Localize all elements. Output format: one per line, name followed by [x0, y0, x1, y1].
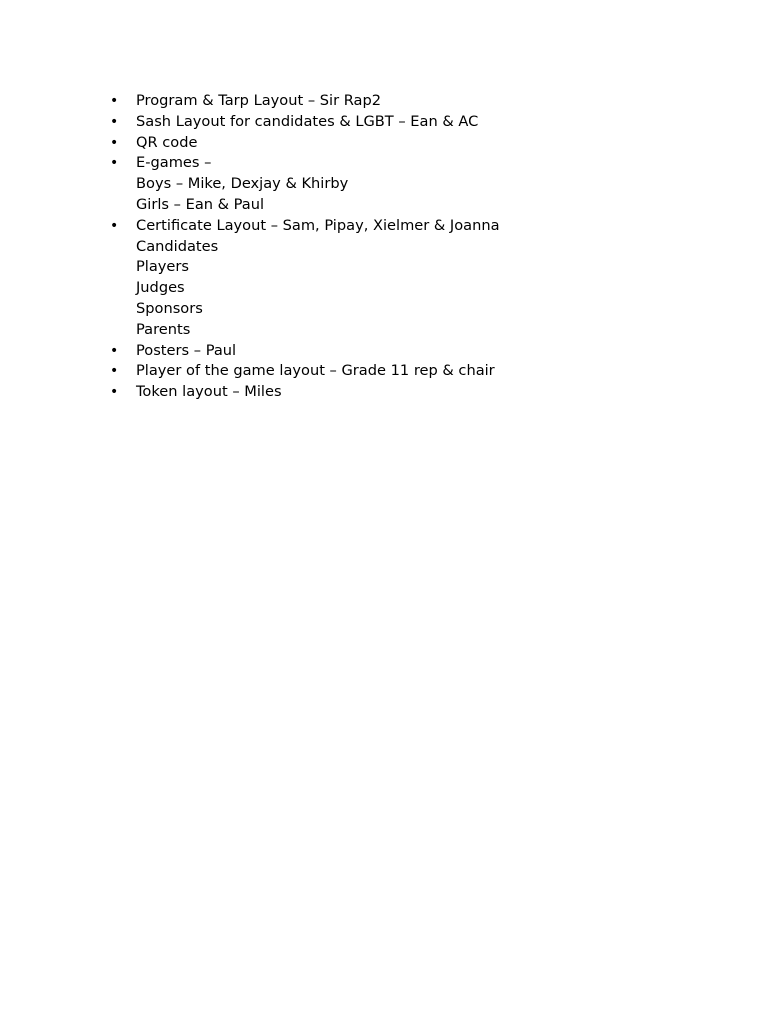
- bullet-marker: •: [110, 217, 119, 234]
- list-item-text: Certificate Layout – Sam, Pipay, Xielmer & Joanna: [136, 216, 500, 234]
- list-item-continuation: [110, 299, 730, 320]
- list-item-text: Parents: [136, 320, 191, 338]
- bullet-marker: •: [110, 384, 119, 401]
- list-item-text: Boys – Mike, Dexjay & Khirby: [136, 175, 349, 193]
- list-item-text: QR code: [136, 133, 198, 151]
- list-item-continuation: [110, 237, 730, 258]
- list-item: [110, 153, 730, 174]
- bullet-marker: •: [110, 342, 119, 359]
- list-item: [110, 91, 730, 112]
- list-item-continuation: [110, 320, 730, 341]
- list-item-continuation: [110, 278, 730, 299]
- list-item-continuation: [110, 257, 730, 278]
- list-item-text: Sash Layout for candidates & LGBT – Ean & AC: [136, 112, 479, 130]
- list-item-text: Girls – Ean & Paul: [136, 195, 265, 213]
- list-item-text: Players: [136, 258, 190, 276]
- list-item: [110, 361, 730, 382]
- list-item: [110, 382, 730, 403]
- list-item-continuation: [110, 174, 730, 195]
- task-list: [110, 91, 730, 403]
- list-item-text: Program & Tarp Layout – Sir Rap2: [136, 92, 382, 109]
- list-item: [110, 133, 730, 154]
- list-item-text: Player of the game layout – Grade 11 rep & chair: [136, 362, 495, 380]
- list-item: [110, 341, 730, 362]
- bullet-marker: •: [110, 134, 119, 151]
- bullet-marker: •: [110, 155, 119, 172]
- list-item-text: Sponsors: [136, 299, 203, 317]
- bullet-marker: •: [110, 113, 119, 130]
- list-item-text: Judges: [136, 279, 185, 297]
- list-item-continuation: [110, 195, 730, 216]
- list-item-text: Token layout – Miles: [136, 383, 282, 401]
- list-item-text: Candidates: [136, 237, 219, 255]
- bullet-marker: •: [110, 363, 119, 380]
- list-item-text: Posters – Paul: [136, 341, 237, 359]
- bullet-marker: •: [110, 93, 119, 109]
- list-item: [110, 112, 730, 133]
- list-item: [110, 216, 730, 237]
- list-item-text: E-games –: [136, 154, 212, 172]
